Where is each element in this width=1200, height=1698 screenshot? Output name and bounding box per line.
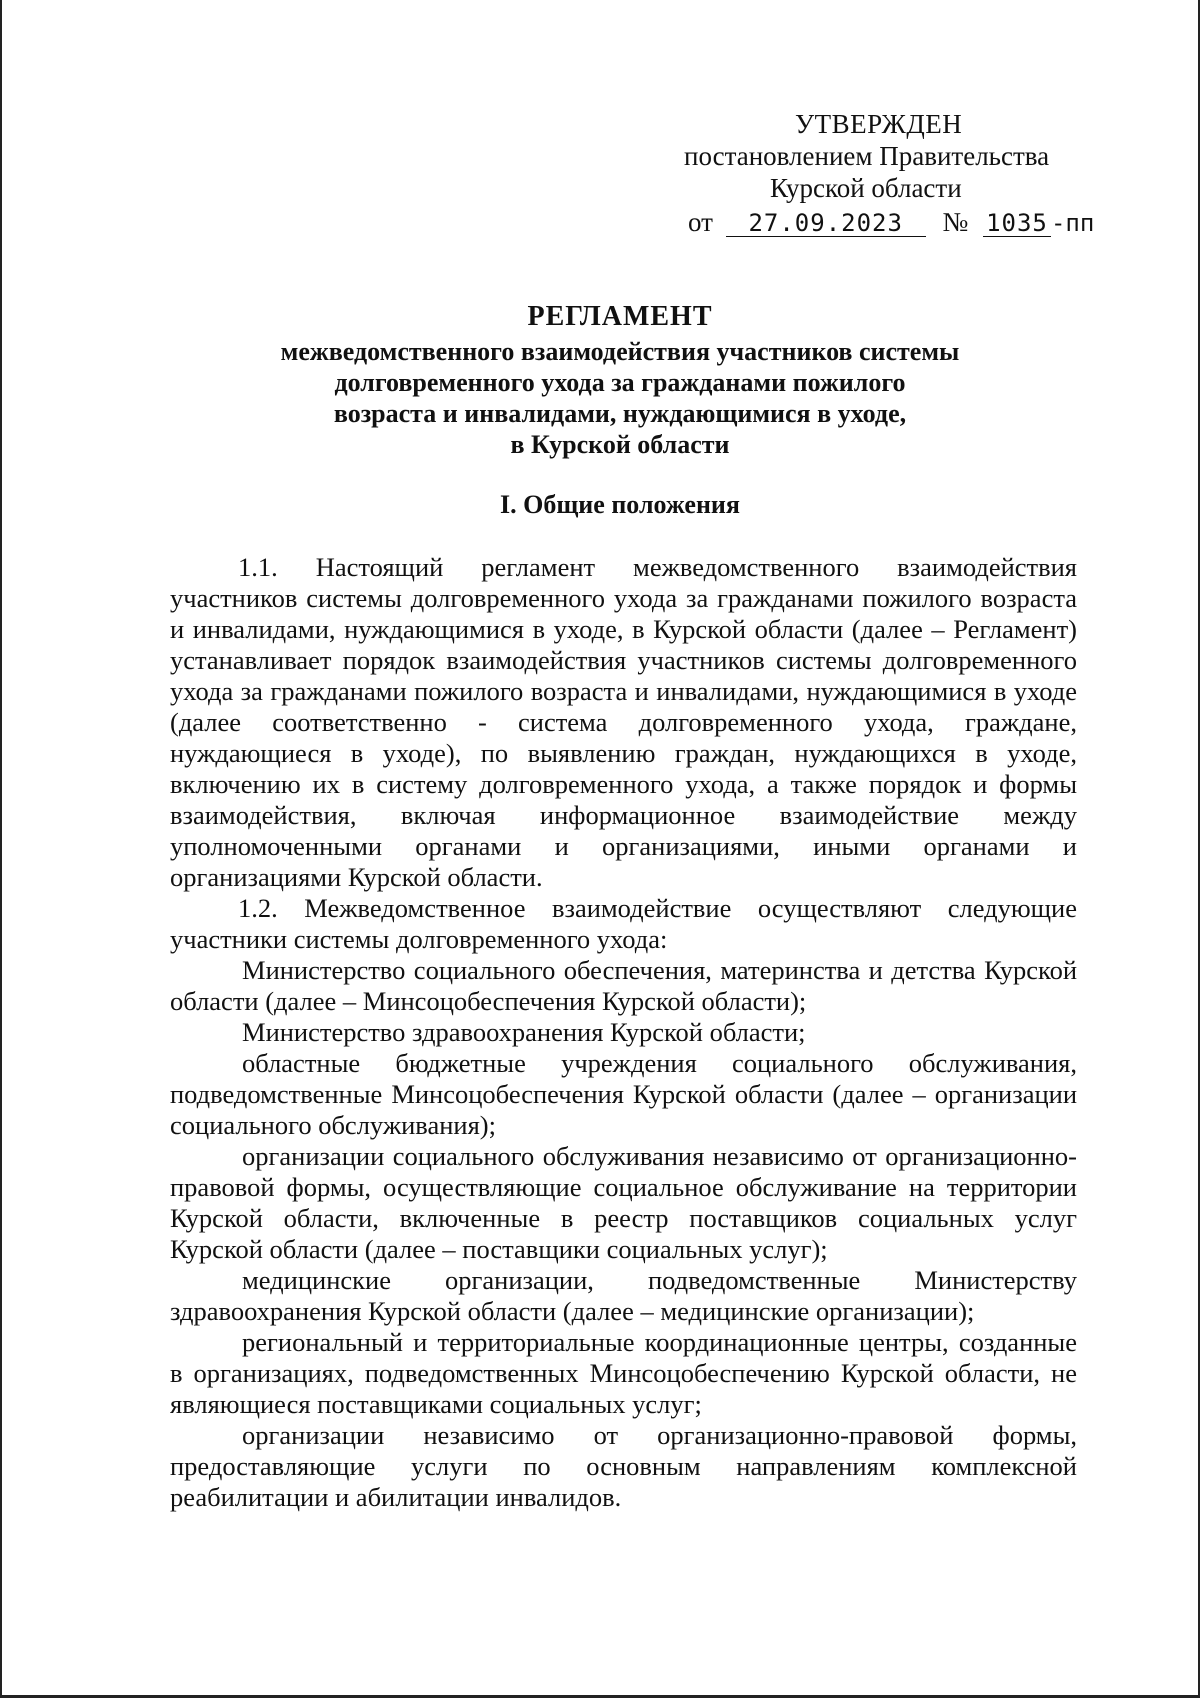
approval-region: Курской области (770, 173, 962, 203)
paragraph-1-1: 1.1. Настоящий регламент межведомственного взаимодействия участников системы долговременного ухода за гражданами пожилого возраста и инвалидами, нуждающимися в уходе, в Курской области (далее – Регламент) устанавливает порядок взаимодействия участников системы долговременного ухода за гражданами пожилого возраста и инвалидами, нуждающимися в уходе (далее соответственно - система долговременного ухода, граждане, нуждающиеся в уходе), по выявлению граждан, нуждающихся в уходе, включению их в систему долговременного ухода, а также порядок и формы взаимодействия, включая информационное взаимодействие между уполномоченными органами и организациями, иными органами и организациями Курской области. (170, 552, 1077, 892)
document-body (170, 552, 1077, 1513)
participant-item: организации независимо от организационно-правовой формы, предоставляющие услуги по основным направлениям комплексной реабилитации и абилитации инвалидов. (170, 1420, 1077, 1512)
subtitle-line: возраста и инвалидами, нуждающимися в уходе, (333, 399, 907, 428)
approval-number-suffix: -пп (1050, 209, 1095, 237)
participant-item: Министерство социального обеспечения, материнства и детства Курской области (далее – Минсоцобеспечения Курской области); (170, 955, 1077, 1016)
participant-item: областные бюджетные учреждения социального обслуживания, подведомственные Минсоцобеспечения Курской области (далее – организации социального обслуживания); (170, 1048, 1077, 1140)
date-prefix: от (688, 207, 713, 237)
subtitle-line: межведомственного взаимодействия участников системы (280, 337, 960, 366)
participant-item: медицинские организации, подведомственные Министерству здравоохранения Курской области (далее – медицинские организации); (170, 1265, 1077, 1326)
approval-issuer: постановлением Правительства (684, 141, 1050, 171)
participant-item: Министерство здравоохранения Курской области; (242, 1017, 806, 1047)
number-prefix: № (942, 207, 969, 237)
approval-title: УТВЕРЖДЕН (795, 109, 963, 139)
scan-edge-left (0, 0, 2, 1698)
paragraph-1-2: 1.2. Межведомственное взаимодействие осуществляют следующие участники системы долговременного ухода: (170, 893, 1077, 954)
participant-item: организации социального обслуживания независимо от организационно-правовой формы, осуществляющие социальное обслуживание на территории Курской области, включенные в реестр поставщиков социальных услуг Курской области (далее – поставщики социальных услуг); (170, 1141, 1077, 1264)
subtitle-line: долговременного ухода за гражданами пожилого (334, 368, 906, 397)
approval-date: 27.09.2023 (726, 210, 926, 237)
subtitle-line: в Курской области (510, 430, 730, 459)
section-heading: I. Общие положения (500, 490, 740, 519)
approval-block (680, 108, 1100, 239)
approval-date-row (680, 206, 1100, 239)
document-title: РЕГЛАМЕНТ (527, 301, 713, 332)
document-title-block (170, 300, 1070, 460)
approval-number: 1035 (983, 210, 1051, 237)
participant-item: региональный и территориальные координационные центры, созданные в организациях, подведомственных Минсоцобеспечению Курской области, не являющиеся поставщиками социальных услуг; (170, 1327, 1077, 1419)
document-subtitle (170, 336, 1070, 460)
